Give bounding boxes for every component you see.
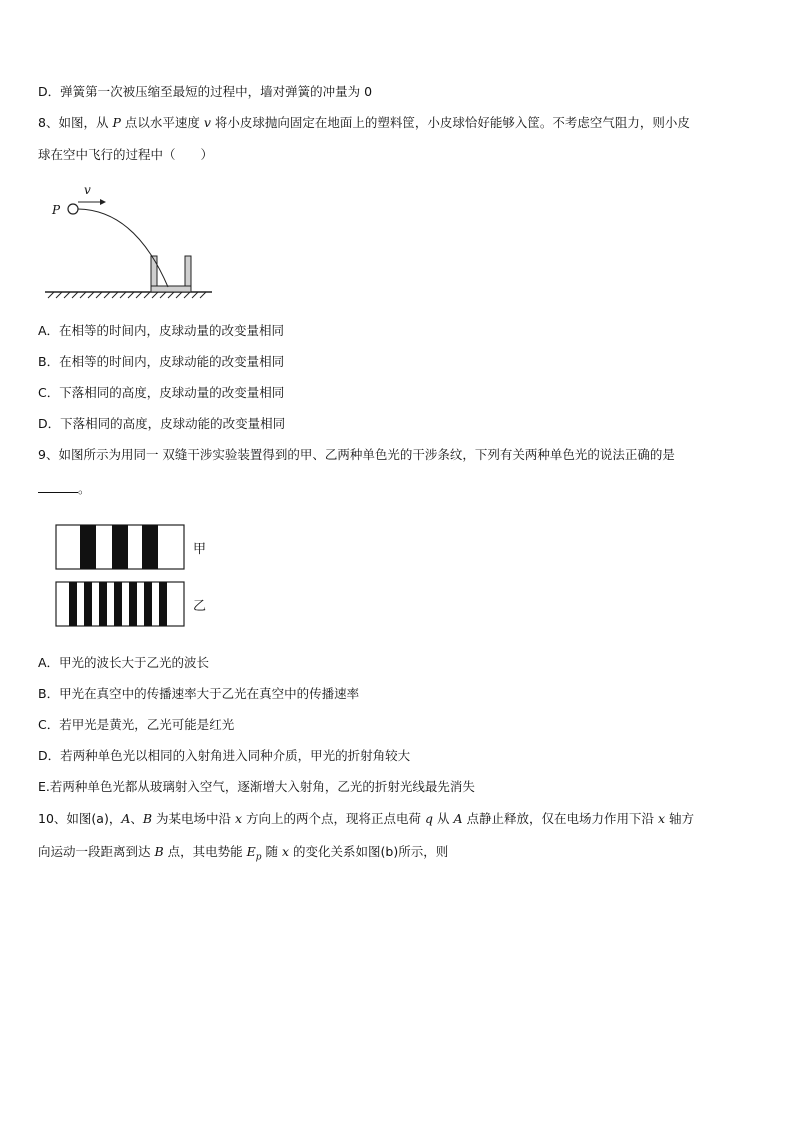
label-p: P bbox=[52, 203, 61, 217]
q10-l2-c: 随 bbox=[261, 844, 282, 859]
q9-option-d: D．若两种单色光以相同的入射角进入同种介质，甲光的折射角较大 bbox=[38, 748, 411, 763]
q10-l1-f: 点静止释放，仅在电场力作用下沿 bbox=[462, 811, 658, 826]
q10-l2-d: 的变化关系如图(b)所示，则 bbox=[289, 844, 449, 859]
fringes-jia bbox=[80, 525, 158, 569]
q9-interference-figure bbox=[55, 524, 225, 634]
q9-stem-end: 。 bbox=[78, 481, 91, 496]
q8-option-a: A．在相等的时间内，皮球动量的改变量相同 bbox=[38, 323, 285, 338]
q10-stem-line2 bbox=[38, 844, 448, 866]
ground-hatch bbox=[48, 292, 206, 298]
q8-projectile-figure bbox=[40, 180, 220, 300]
ball bbox=[68, 204, 78, 214]
velocity-arrowhead bbox=[100, 199, 106, 205]
q9-stem-line2 bbox=[38, 481, 91, 497]
q8-option-c: C．下落相同的高度，皮球动量的改变量相同 bbox=[38, 385, 285, 400]
q10-x-symbol-3: x bbox=[281, 844, 290, 859]
q8-stem-line2: 球在空中飞行的过程中（ ） bbox=[38, 147, 214, 162]
label-jia: 甲 bbox=[193, 542, 207, 557]
q10-B-symbol-2: B bbox=[154, 844, 164, 859]
answer-blank bbox=[38, 482, 78, 493]
q10-B-symbol: B bbox=[142, 811, 153, 826]
q10-A-symbol-2: A bbox=[453, 811, 463, 826]
q9-stem-line1: 9、如图所示为用同一 双缝干涉实验装置得到的甲、乙两种单色光的干涉条纹，下列有关两种单色光的说法正确的是 bbox=[38, 447, 675, 462]
q8-stem-c: 将小皮球抛向固定在地面上的塑料筐，小皮球恰好能够入筐。不考虑空气阻力，则小皮 bbox=[210, 115, 690, 130]
q8-stem-line1 bbox=[38, 115, 690, 131]
q7-option-d: D．弹簧第一次被压缩至最短的过程中，墙对弹簧的冲量为 0 bbox=[38, 84, 373, 99]
q8-v-symbol: v bbox=[203, 115, 211, 130]
q10-stem-line1 bbox=[38, 811, 694, 827]
q10-A-symbol: A bbox=[121, 811, 131, 826]
q10-l1-b: 、 bbox=[130, 811, 143, 826]
q10-l1-d: 方向上的两个点，现将正点电荷 bbox=[242, 811, 426, 826]
q8-stem-a: 8、如图，从 bbox=[38, 115, 113, 130]
q9-option-c: C．若甲光是黄光，乙光可能是红光 bbox=[38, 717, 235, 732]
q10-x-symbol-2: x bbox=[657, 811, 666, 826]
label-v: v bbox=[84, 183, 91, 197]
q8-p-symbol: P bbox=[112, 115, 121, 130]
basket bbox=[151, 256, 191, 292]
q10-Ep-symbol: E bbox=[246, 844, 256, 859]
q10-l1-a: 10、如图(a)， bbox=[38, 811, 122, 826]
q8-option-d: D．下落相同的高度，皮球动能的改变量相同 bbox=[38, 416, 286, 431]
q10-x-symbol: x bbox=[235, 811, 243, 826]
q10-l1-g: 轴方 bbox=[665, 811, 695, 826]
q10-l2-b: 点，其电势能 bbox=[163, 844, 247, 859]
q9-option-e: E.若两种单色光都从玻璃射入空气，逐渐增大入射角，乙光的折射光线最先消失 bbox=[38, 779, 475, 794]
q10-Ep-subscript: p bbox=[255, 852, 262, 863]
q8-stem-b: 点以水平速度 bbox=[120, 115, 204, 130]
q8-option-b: B．在相等的时间内，皮球动能的改变量相同 bbox=[38, 354, 285, 369]
q9-option-a: A．甲光的波长大于乙光的波长 bbox=[38, 655, 210, 670]
q9-option-b: B．甲光在真空中的传播速率大于乙光在真空中的传播速率 bbox=[38, 686, 360, 701]
q10-l1-c: 为某电场中沿 bbox=[152, 811, 236, 826]
q10-l2-a: 向运动一段距离到达 bbox=[38, 844, 155, 859]
q10-q-symbol: q bbox=[425, 811, 434, 826]
label-yi: 乙 bbox=[193, 599, 207, 614]
q10-l1-e: 从 bbox=[433, 811, 454, 826]
